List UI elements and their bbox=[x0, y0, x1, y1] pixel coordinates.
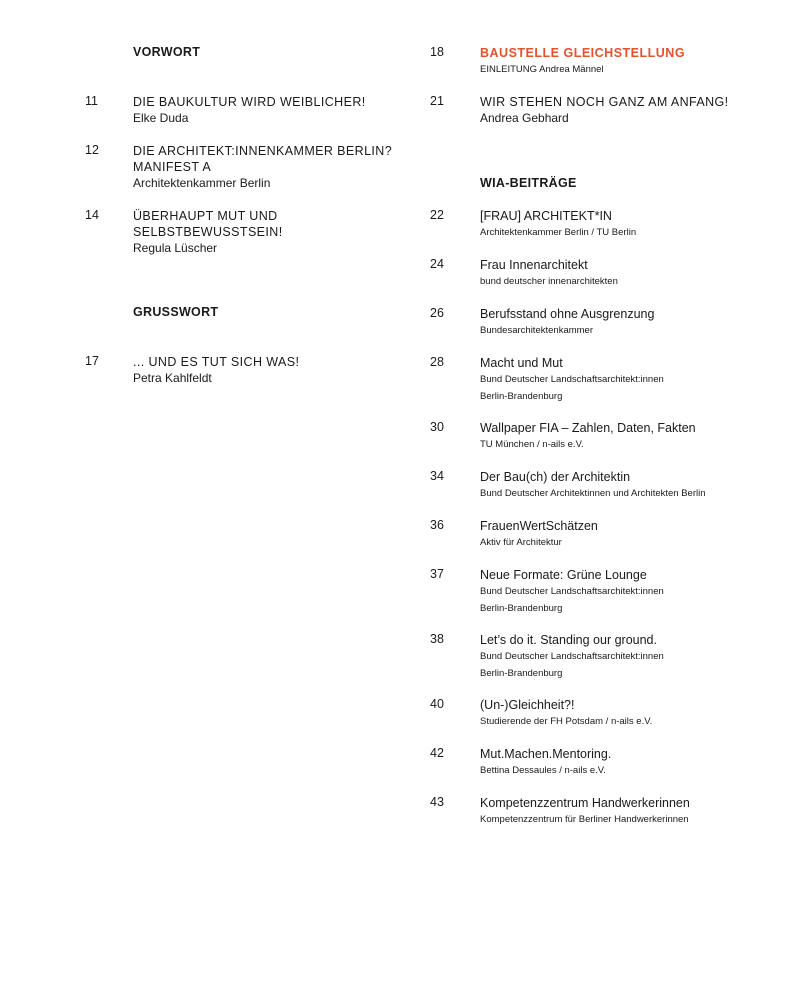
entry-author: TU München / n-ails e.V. bbox=[480, 439, 584, 450]
entry-author: bund deutscher innenarchitekten bbox=[480, 276, 618, 287]
entry-author: Bund Deutscher Landschaftsarchitekt:innen bbox=[480, 374, 664, 385]
entry-title-line2: SELBSTBEWUSSTSEIN! bbox=[133, 225, 283, 239]
entry-title: Kompetenzzentrum Handwerkerinnen bbox=[480, 796, 690, 810]
entry-author: Studierende der FH Potsdam / n-ails e.V. bbox=[480, 716, 653, 727]
entry-title: [FRAU] ARCHITEKT*IN bbox=[480, 209, 612, 223]
entry-author: Bund Deutscher Landschaftsarchitekt:innen bbox=[480, 651, 664, 662]
entry-title: Mut.Machen.Mentoring. bbox=[480, 747, 612, 761]
entry-title: Berufsstand ohne Ausgrenzung bbox=[480, 307, 655, 321]
page-number: 14 bbox=[85, 208, 99, 222]
page-number: 36 bbox=[430, 518, 444, 532]
entry-author: Elke Duda bbox=[133, 111, 189, 125]
page-number: 38 bbox=[430, 632, 444, 646]
page-number: 28 bbox=[430, 355, 444, 369]
page-number: 24 bbox=[430, 257, 444, 271]
entry-author: Bund Deutscher Architektinnen und Architekten Berlin bbox=[480, 488, 706, 499]
entry-author: EINLEITUNG Andrea Männel bbox=[480, 64, 604, 75]
page-number: 30 bbox=[430, 420, 444, 434]
entry-title: Der Bau(ch) der Architektin bbox=[480, 470, 631, 484]
page-number: 22 bbox=[430, 208, 444, 222]
entry-author-line2: Berlin-Brandenburg bbox=[480, 668, 563, 679]
page-number: 34 bbox=[430, 469, 444, 483]
entry-author-line2: Berlin-Brandenburg bbox=[480, 603, 563, 614]
entry-author: Andrea Gebhard bbox=[480, 111, 569, 125]
section-heading-vorwort: VORWORT bbox=[133, 45, 201, 59]
entry-title-line2: MANIFEST A bbox=[133, 160, 212, 174]
page-number: 12 bbox=[85, 143, 99, 157]
entry-author: Bundesarchitektenkammer bbox=[480, 325, 593, 336]
page-number: 26 bbox=[430, 306, 444, 320]
entry-title: ÜBERHAUPT MUT UND bbox=[133, 209, 278, 223]
entry-author: Architektenkammer Berlin / TU Berlin bbox=[480, 227, 637, 238]
entry-title: Frau Innenarchitekt bbox=[480, 258, 588, 272]
entry-title: (Un-)Gleichheit?! bbox=[480, 698, 575, 712]
entry-author: Bettina Dessaules / n-ails e.V. bbox=[480, 765, 606, 776]
section-heading-wia: WIA-BEITRÄGE bbox=[480, 176, 577, 190]
section-heading-grusswort: GRUSSWORT bbox=[133, 305, 219, 319]
entry-title: Let’s do it. Standing our ground. bbox=[480, 633, 657, 647]
page-number: 43 bbox=[430, 795, 444, 809]
entry-title: Macht und Mut bbox=[480, 356, 563, 370]
entry-title: Neue Formate: Grüne Lounge bbox=[480, 568, 647, 582]
entry-author: Architektenkammer Berlin bbox=[133, 176, 271, 190]
page-number: 42 bbox=[430, 746, 444, 760]
entry-author: Bund Deutscher Landschaftsarchitekt:innen bbox=[480, 586, 664, 597]
entry-title: DIE ARCHITEKT:INNENKAMMER BERLIN? bbox=[133, 144, 393, 158]
entry-author: Kompetenzzentrum für Berliner Handwerkerinnen bbox=[480, 814, 689, 825]
page-number: 37 bbox=[430, 567, 444, 581]
page-number: 18 bbox=[430, 45, 444, 59]
entry-title: DIE BAUKULTUR WIRD WEIBLICHER! bbox=[133, 95, 366, 109]
entry-title: WIR STEHEN NOCH GANZ AM ANFANG! bbox=[480, 95, 729, 109]
page-number: 40 bbox=[430, 697, 444, 711]
entry-title: Wallpaper FIA – Zahlen, Daten, Fakten bbox=[480, 421, 696, 435]
entry-title: FrauenWertSchätzen bbox=[480, 519, 598, 533]
page-number: 21 bbox=[430, 94, 444, 108]
page-number: 11 bbox=[85, 94, 98, 108]
entry-author-line2: Berlin-Brandenburg bbox=[480, 391, 563, 402]
entry-author: Petra Kahlfeldt bbox=[133, 371, 212, 385]
entry-author: Regula Lüscher bbox=[133, 241, 218, 255]
entry-author: Aktiv für Architektur bbox=[480, 537, 562, 548]
entry-title: ... UND ES TUT SICH WAS! bbox=[133, 355, 300, 369]
intro-title: BAUSTELLE GLEICHSTELLUNG bbox=[480, 46, 686, 60]
page-number: 17 bbox=[85, 354, 99, 368]
